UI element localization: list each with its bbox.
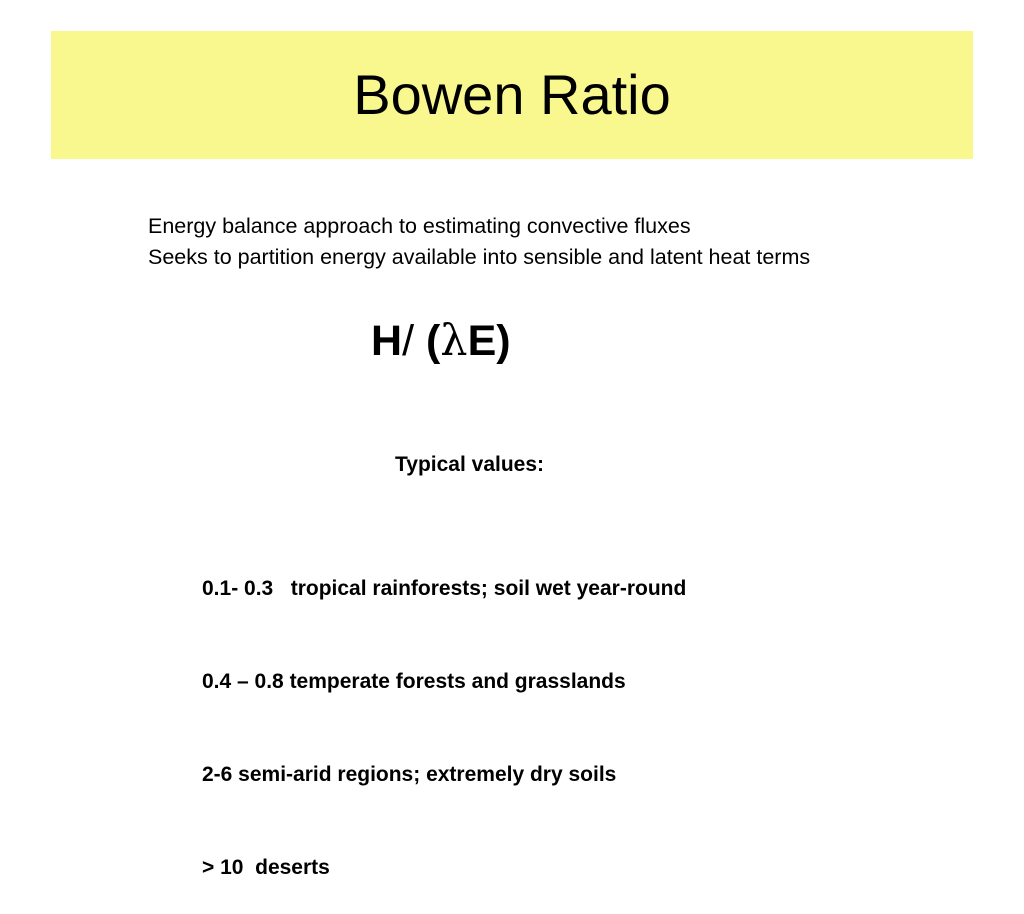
list-item: 2-6 semi-arid regions; extremely dry soils — [202, 763, 617, 786]
typical-values-list — [202, 511, 686, 914]
formula-numerator: H — [371, 317, 403, 365]
typical-values-heading: Typical values: — [395, 453, 545, 476]
formula-rest: E) — [467, 317, 511, 365]
title-banner — [51, 31, 973, 159]
intro-text — [148, 211, 810, 273]
bowen-ratio-formula — [371, 318, 511, 365]
intro-line-partition: Seeks to partition energy available into sensible and latent heat terms — [148, 245, 811, 269]
formula-lambda-symbol: λ — [440, 316, 468, 366]
formula-slash: / — [402, 317, 415, 365]
list-item: > 10 deserts — [202, 856, 330, 879]
list-item: 0.1- 0.3 tropical rainforests; soil wet year-round — [202, 577, 687, 600]
formula-open-paren: ( — [414, 317, 441, 365]
intro-line-energy-balance: Energy balance approach to estimating convective fluxes — [148, 214, 691, 238]
slide-title: Bowen Ratio — [353, 63, 671, 126]
list-item: 0.4 – 0.8 temperate forests and grasslands — [202, 670, 626, 693]
